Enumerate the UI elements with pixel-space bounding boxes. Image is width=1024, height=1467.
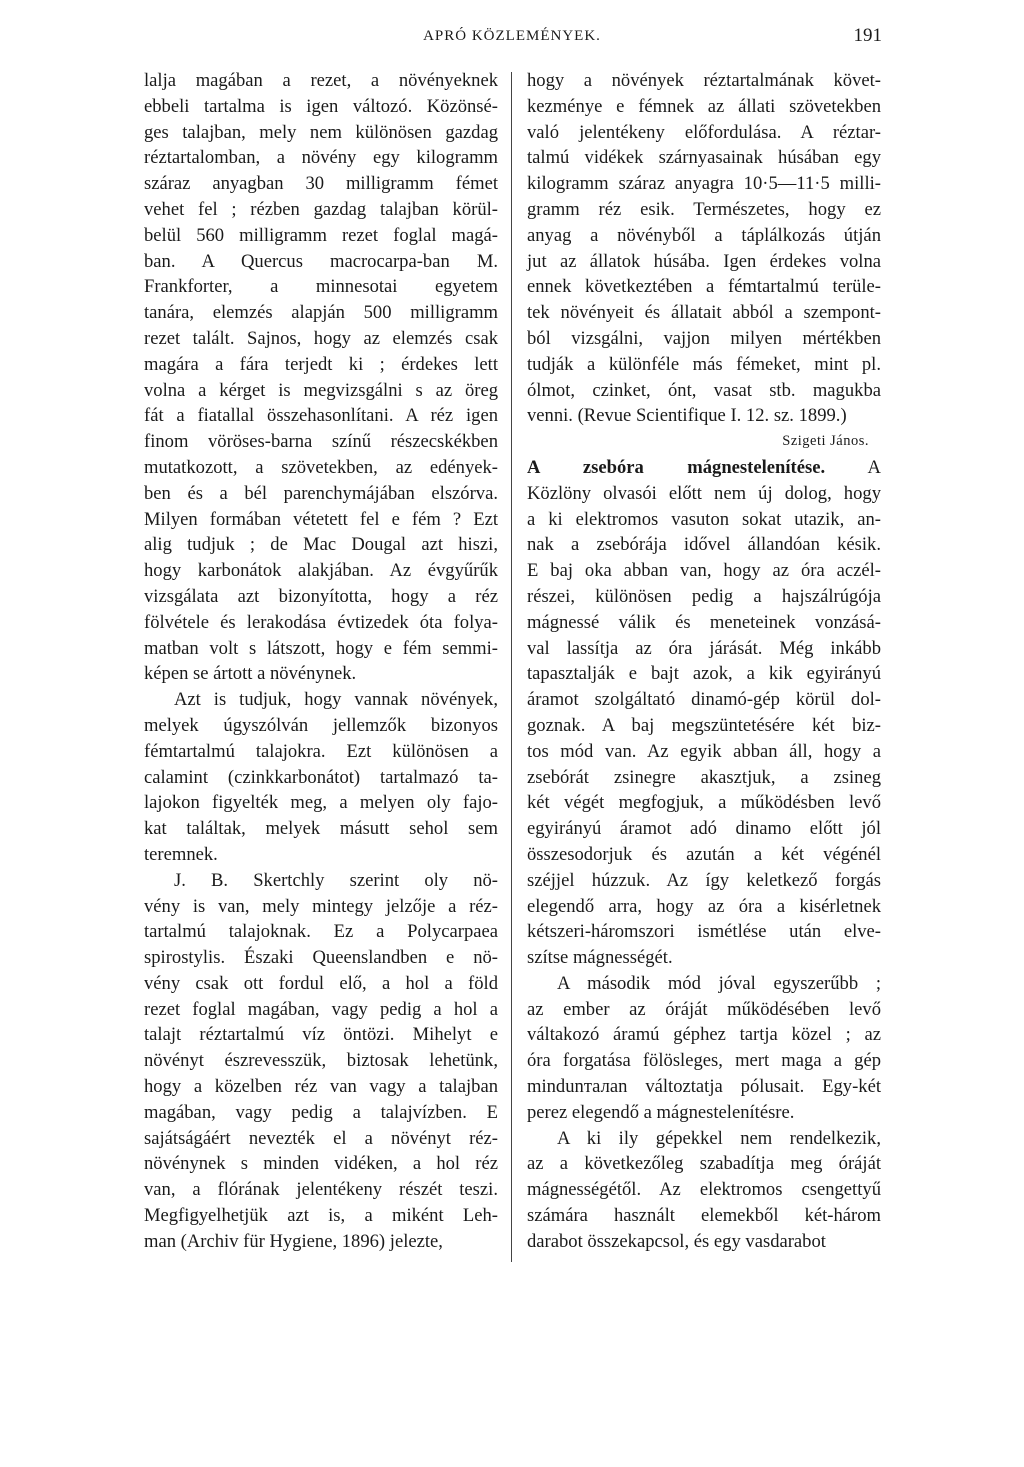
left-text-line: magában, vagy pedig a talajvízben. E	[144, 1101, 498, 1123]
running-title: APRÓ KÖZLEMÉNYEK.	[423, 28, 601, 44]
right-text-line: az a következőleg szabadítja meg óráját	[527, 1153, 881, 1175]
right-text-line: nak a zsebórája idővel állandóan késik.	[527, 534, 881, 556]
left-text-line: finom vöröses-barna színű részecskékben	[144, 431, 498, 453]
left-text-line: ben és a bél parenchymájában elszórva.	[144, 482, 498, 504]
right-text-line: goznak. A baj megszüntetésére két biz-	[527, 714, 881, 736]
right-text-line: szítse mágnességét.	[527, 947, 673, 969]
left-text-line: rezet foglal magában, vagy pedig a hol a	[144, 998, 498, 1020]
column-divider	[511, 72, 512, 1262]
right-text-line: számára használt elemekből két-három	[527, 1205, 881, 1227]
right-text-line: darabot összekapcsol, és egy vasdarabot	[527, 1230, 826, 1252]
left-text-line: J. B. Skertchly szerint oly nö-	[174, 869, 498, 891]
left-text-line: calamint (czinkkarbonátot) tartalmazó ta-	[144, 766, 498, 788]
left-text-line: lalja magában a rezet, a növényeknek	[144, 70, 498, 91]
left-text-line: Megfigyelhetjük azt is, a miként Leh-	[144, 1205, 498, 1227]
right-text-line: ból vizsgálni, vajjon milyen mértékben	[527, 327, 881, 349]
right-text-line: gramm réz esik. Természetes, hogy ez	[527, 198, 881, 220]
right-text-line: az ember az óráját működésében levő	[527, 998, 881, 1020]
left-text-line: man (Archiv für Hygiene, 1896) jelezte,	[144, 1230, 443, 1252]
left-text-line: teremnek.	[144, 843, 218, 865]
right-text-line: ennek következtében a fémtartalmú terüle-	[527, 276, 881, 298]
left-text-line: rezet talált. Sajnos, hogy az elemzés csak	[144, 327, 498, 349]
right-text-line: mágnességétől. Az elektromos csengettyű	[527, 1179, 881, 1201]
right-text-line: egyirányú áramot adó dinamo előtt jól	[527, 818, 881, 840]
right-text-line: anyag a növényből a táplálkozás útján	[527, 224, 881, 246]
right-text-line: kilogramm száraz anyagra 10·5—11·5 milli-	[527, 173, 881, 195]
left-text-line: matban volt s látszott, hogy e fém semmi-	[144, 637, 498, 659]
right-text-line: tos mód van. Az egyik abban áll, hogy a	[527, 740, 881, 762]
section-headline: A zsebóra mágnestelenítése. A	[527, 456, 881, 478]
left-text-line: vény is van, mely mintegy jelzője a réz-	[144, 895, 498, 917]
right-text-line: áramot szolgáltató dinamó-gép körül dol-	[527, 689, 881, 711]
right-text-line: perez elegendő a mágnestelenítésre.	[527, 1101, 795, 1123]
left-text-line: réztartalomban, a növény egy kilogramm	[144, 147, 498, 169]
left-text-line: tanára, elemzés alapján 500 milligramm	[144, 302, 498, 324]
right-text-line: való jelentékeny előfordulása. A réztar-	[527, 121, 881, 143]
page-header	[0, 25, 1024, 58]
left-text-line: spirostylis. Északi Queenslandben e nö-	[144, 947, 498, 969]
left-text-line: Milyen formában vétetett fel e fém ? Ezt	[144, 508, 498, 530]
right-text-line: E baj oka abban van, hogy az óra aczél-	[527, 560, 881, 582]
left-text-line: lajokon figyelték meg, a melyen oly fajo-	[144, 792, 498, 814]
left-text-line: növénynek s minden vidéken, a hol réz	[144, 1153, 498, 1175]
left-text-line: vizsgálata azt bizonyította, hogy a réz	[144, 585, 498, 607]
left-text-line: sajátságáért nevezték el a növényt réz-	[144, 1127, 498, 1149]
right-text-line: tudják a különféle más fémeket, mint pl.	[527, 353, 881, 375]
right-text-line: váltakozó áramú géphez tartja közel ; az	[527, 1024, 881, 1046]
right-text-line: Közlöny olvasói előtt nem új dolog, hogy	[527, 482, 881, 504]
author-signature: Szigeti János.	[782, 433, 869, 450]
left-text-line: Azt is tudjuk, hogy vannak növények,	[174, 689, 498, 711]
left-text-line: növényt észrevesszük, biztosak lehetünk,	[144, 1050, 498, 1072]
left-text-line: ges talajban, mely nem különösen gazdag	[144, 121, 498, 143]
right-text-line: ólmot, czinket, ónt, vasat stb. magukba	[527, 379, 881, 401]
right-text-line: részei, különösen pedig a hajszálrúgója	[527, 585, 881, 607]
right-text-line: a ki elektromos vasuton sokat utazik, an-	[527, 508, 881, 530]
right-text-line: A ki ily gépekkel nem rendelkezik,	[557, 1127, 881, 1149]
right-text-line: összesodorjuk és azután a két végénél	[527, 843, 881, 865]
right-text-line: két végét megfogjuk, a működésben levő	[527, 792, 881, 814]
right-text-line: tek növényeit és állatait abból a szempont-	[527, 302, 881, 324]
left-text-line: kat találtak, melyek másutt sehol sem	[144, 818, 498, 840]
left-text-line: ebbeli tartalma is igen változó. Közönsé-	[144, 95, 498, 117]
right-text-line: óra forgatása fölösleges, mert maga a gép	[527, 1050, 881, 1072]
left-text-line: fölvétele és lerakodása évtizedek óta folya-	[144, 611, 498, 633]
left-text-line: képen se ártott a növénynek.	[144, 663, 357, 685]
right-text-line: mágnessé válik és meneteinek vonzásá-	[527, 611, 881, 633]
right-text-line: talmú vidékek szárnyasainak húsában egy	[527, 147, 881, 169]
right-text-line: zsebórát zsinegre akasztjuk, a zsineg	[527, 766, 881, 788]
left-text-line: magára a fára terjedt ki ; érdekes lett	[144, 353, 498, 375]
right-column	[527, 68, 881, 1255]
left-text-line: Frankforter, a minnesotai egyetem	[144, 276, 498, 298]
left-text-line: vény csak ott fordul elő, a hol a föld	[144, 972, 498, 994]
right-text-line: tapasztalják e bajt azok, a kik egyirányú	[527, 663, 881, 685]
right-text-line: kezménye e fémnek az állati szövetekben	[527, 95, 881, 117]
left-text-line: volna a kérget is megvizsgálni s az öreg	[144, 379, 498, 401]
right-text-line: elegendő arra, hogy az óra a kisérletnek	[527, 895, 881, 917]
left-text-line: tartalmú talajoknak. Ez a Polycarpaea	[144, 921, 498, 943]
left-text-line: száraz anyagban 30 milligramm fémet	[144, 173, 498, 195]
left-text-line: talajt réztartalmú víz öntözi. Mihelyt e	[144, 1024, 498, 1046]
left-text-line: hogy karbonátok alakjában. Az évgyűrűk	[144, 560, 498, 582]
left-text-line: fémtartalmú talajokra. Ezt különösen a	[144, 740, 498, 762]
left-text-line: mutatkozott, a szövetekben, az edények-	[144, 456, 498, 478]
left-text-line: belül 560 milligramm rezet foglal magá-	[144, 224, 498, 246]
left-text-line: van, a flórának jelentékeny részét teszi.	[144, 1179, 498, 1201]
left-text-line: hogy a közelben réz van vagy a talajban	[144, 1076, 498, 1098]
left-text-line: fát a fiatallal összehasonlítani. A réz igen	[144, 405, 498, 427]
right-text-line: jut az állatok húsába. Igen érdekes volna	[527, 250, 881, 272]
right-text-line: széjjel húzzuk. Az így keletkező forgás	[527, 869, 881, 891]
right-text-line: hogy a növények réztartalmának követ-	[527, 70, 881, 91]
right-text-line: kétszeri-háromszori ismétlése után elve-	[527, 921, 881, 943]
right-text-line: A második mód jóval egyszerűbb ;	[557, 972, 881, 994]
right-text-line: venni. (Revue Scientifique I. 12. sz. 1899.)	[527, 405, 847, 427]
left-text-line: melyek úgyszólván jellemzők bizonyos	[144, 714, 498, 736]
left-text-line: vehet fel ; rézben gazdag talajban körül-	[144, 198, 498, 220]
right-text-line: mindunталan változtatja pólusait. Egy-két	[527, 1076, 881, 1098]
left-column	[144, 68, 498, 1255]
page-number: 191	[853, 25, 882, 46]
right-text-line: val lassítja az óra járását. Még inkább	[527, 637, 881, 659]
left-text-line: ban. A Quercus macrocarpa-ban M.	[144, 250, 498, 272]
left-text-line: alig tudjuk ; de Mac Dougal azt hiszi,	[144, 534, 498, 556]
